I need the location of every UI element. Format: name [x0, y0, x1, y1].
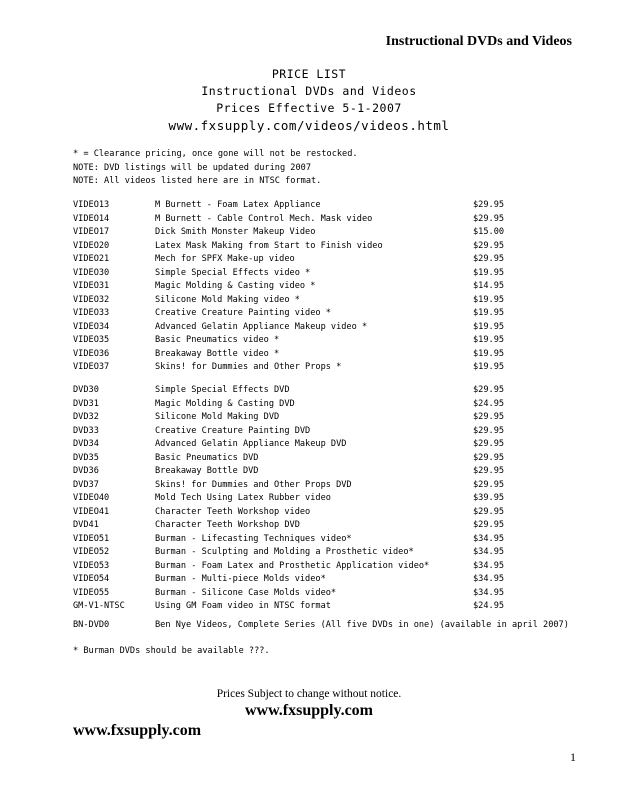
item-description: Silicone Mold Making DVD	[155, 412, 280, 422]
item-price: $34.95	[473, 574, 505, 584]
item-price: $29.95	[473, 425, 505, 436]
item-description: Burman - Sculpting and Molding a Prosthetic video*	[155, 547, 414, 557]
item-code: DVD32	[73, 412, 99, 422]
item-price: $24.95	[473, 398, 505, 409]
item-price: $34.95	[473, 547, 505, 557]
table-row	[73, 398, 573, 412]
table-row	[73, 492, 573, 506]
table-row	[73, 226, 573, 240]
item-description: Using GM Foam video in NTSC format	[155, 601, 331, 611]
footer-url-left: www.fxsupply.com	[73, 722, 202, 739]
item-code: VIDEO30	[73, 267, 110, 278]
item-description: Advanced Gelatin Appliance Makeup DVD	[155, 439, 347, 449]
title-line-price-list: PRICE LIST	[271, 67, 347, 81]
table-row	[73, 199, 573, 213]
price-change-notice: Prices Subject to change without notice.	[216, 688, 402, 700]
item-description: Basic Pneumatics video *	[155, 335, 280, 345]
item-description: Advanced Gelatin Appliance Makeup video *	[155, 321, 368, 332]
item-price: $19.95	[473, 267, 505, 278]
item-code: VIDEO21	[73, 254, 110, 264]
item-description: Skins! for Dummies and Other Props DVD	[155, 479, 352, 490]
table-row	[73, 334, 573, 348]
table-row	[73, 573, 573, 587]
item-code: VIDEO31	[73, 281, 110, 291]
item-price: $29.95	[473, 240, 505, 251]
item-price: $29.95	[473, 412, 505, 422]
table-row	[73, 533, 573, 547]
item-description: Skins! for Dummies and Other Props *	[155, 362, 342, 372]
item-description: Magic Molding & Casting video *	[155, 281, 316, 291]
item-code: VIDEO41	[73, 506, 110, 517]
item-price: $29.95	[473, 466, 505, 476]
table-row	[73, 384, 573, 398]
table-row	[73, 479, 573, 493]
table-row	[73, 519, 573, 533]
page-number: 1	[570, 750, 576, 764]
item-price: $14.95	[473, 281, 505, 291]
table-row	[73, 438, 573, 452]
item-description: Character Teeth Workshop video	[155, 506, 311, 517]
bundle-description: Ben Nye Videos, Complete Series (All five DVDs in one) (available in april 2007)	[155, 620, 569, 630]
item-price: $19.95	[473, 321, 505, 332]
table-row	[73, 560, 573, 574]
item-code: DVD30	[73, 385, 99, 395]
table-row	[73, 240, 573, 254]
item-code: DVD37	[73, 479, 99, 490]
table-row	[73, 348, 573, 362]
table-row	[73, 280, 573, 294]
item-description: Simple Special Effects video *	[155, 267, 311, 278]
video-price-list	[73, 199, 573, 375]
item-description: Magic Molding & Casting DVD	[155, 398, 295, 409]
item-description: Breakaway Bottle DVD	[155, 466, 259, 476]
item-code: VIDEO55	[73, 587, 110, 598]
note-ntsc-format: NOTE: All videos listed here are in NTSC format.	[73, 176, 322, 186]
item-description: Character Teeth Workshop DVD	[155, 520, 300, 530]
item-code: VIDEO34	[73, 321, 110, 332]
item-price: $34.95	[473, 533, 505, 544]
item-description: Basic Pneumatics DVD	[155, 452, 259, 463]
item-description: Burman - Multi-piece Molds video*	[155, 574, 326, 584]
item-price: $29.95	[473, 385, 505, 395]
table-row	[73, 587, 573, 601]
item-description: M Burnett - Foam Latex Appliance	[155, 200, 321, 210]
table-row	[73, 213, 573, 227]
item-price: $19.95	[473, 308, 505, 318]
item-code: VIDEO37	[73, 362, 110, 372]
item-description: Creative Creature Painting video *	[155, 308, 331, 318]
item-code: DVD36	[73, 466, 99, 476]
title-line-effective-date: Prices Effective 5-1-2007	[216, 101, 402, 115]
table-row	[73, 600, 573, 614]
item-code: VIDEO53	[73, 560, 110, 571]
item-description: Latex Mask Making from Start to Finish video	[155, 240, 383, 251]
bundle-code: BN-DVD0	[73, 620, 110, 630]
item-description: Burman - Silicone Case Molds video*	[155, 587, 337, 598]
item-code: VIDEO32	[73, 294, 110, 305]
item-description: M Burnett - Cable Control Mech. Mask video	[155, 213, 373, 224]
item-price: $29.95	[473, 439, 505, 449]
table-row	[73, 307, 573, 321]
price-list-title-block	[0, 66, 618, 134]
item-price: $19.95	[473, 335, 505, 345]
item-code: VIDEO52	[73, 547, 110, 557]
table-row	[73, 411, 573, 425]
item-code: GM-V1-NTSC	[73, 601, 125, 611]
item-price: $19.95	[473, 348, 505, 359]
item-code: DVD33	[73, 425, 99, 436]
item-price: $24.95	[473, 601, 505, 611]
item-code: DVD31	[73, 398, 99, 409]
footer-url-centered: www.fxsupply.com	[244, 702, 374, 719]
item-code: VIDEO20	[73, 240, 110, 251]
item-description: Burman - Lifecasting Techniques video*	[155, 533, 352, 544]
item-description: Silicone Mold Making video *	[155, 294, 300, 305]
item-code: DVD35	[73, 452, 99, 463]
table-row	[73, 321, 573, 335]
item-price: $19.95	[473, 294, 505, 305]
note-dvd-listings: NOTE: DVD listings will be updated during 2007	[73, 162, 311, 173]
item-price: $29.95	[473, 254, 505, 264]
table-row	[73, 546, 573, 560]
item-code: VIDEO40	[73, 493, 110, 503]
page-header-title: Instructional DVDs and Videos	[385, 34, 572, 49]
dvd-price-list	[73, 384, 573, 614]
item-code: VIDEO33	[73, 308, 110, 318]
item-price: $34.95	[473, 560, 505, 571]
item-code: DVD34	[73, 439, 99, 449]
item-code: VIDEO14	[73, 213, 110, 224]
item-code: DVD41	[73, 520, 99, 530]
item-price: $39.95	[473, 493, 505, 503]
title-line-url: www.fxsupply.com/videos/videos.html	[168, 118, 450, 133]
notes-block	[73, 148, 358, 189]
item-code: VIDEO54	[73, 574, 110, 584]
table-row	[73, 425, 573, 439]
note-clearance: * = Clearance pricing, once gone will not be restocked.	[73, 149, 358, 159]
item-description: Burman - Foam Latex and Prosthetic Application video*	[155, 560, 430, 571]
table-row	[73, 506, 573, 520]
item-code: VIDEO35	[73, 335, 110, 345]
item-price: $29.95	[473, 506, 505, 517]
item-price: $19.95	[473, 362, 505, 372]
item-price: $34.95	[473, 587, 505, 598]
item-price: $29.95	[473, 452, 505, 463]
item-code: VIDEO17	[73, 227, 110, 237]
item-price: $29.95	[473, 520, 505, 530]
title-line-subject: Instructional DVDs and Videos	[201, 84, 417, 98]
item-description: Dick Smith Monster Makeup Video	[155, 227, 316, 237]
item-description: Simple Special Effects DVD	[155, 385, 290, 395]
item-description: Mold Tech Using Latex Rubber video	[155, 493, 331, 503]
table-row	[73, 294, 573, 308]
table-row	[73, 361, 573, 375]
item-price: $29.95	[473, 213, 505, 224]
item-description: Mech for SPFX Make-up video	[155, 254, 295, 264]
table-row	[73, 267, 573, 281]
item-code: VIDEO36	[73, 348, 110, 359]
item-price: $29.95	[473, 479, 505, 490]
table-row	[73, 452, 573, 466]
burman-footnote: * Burman DVDs should be available ???.	[73, 646, 270, 656]
item-price: $29.95	[473, 200, 505, 210]
item-code: VIDEO13	[73, 200, 110, 210]
item-description: Creative Creature Painting DVD	[155, 425, 311, 436]
table-row	[73, 253, 573, 267]
item-code: VIDEO51	[73, 533, 110, 544]
table-row	[73, 465, 573, 479]
item-price: $15.00	[473, 227, 505, 237]
item-description: Breakaway Bottle video *	[155, 348, 280, 359]
